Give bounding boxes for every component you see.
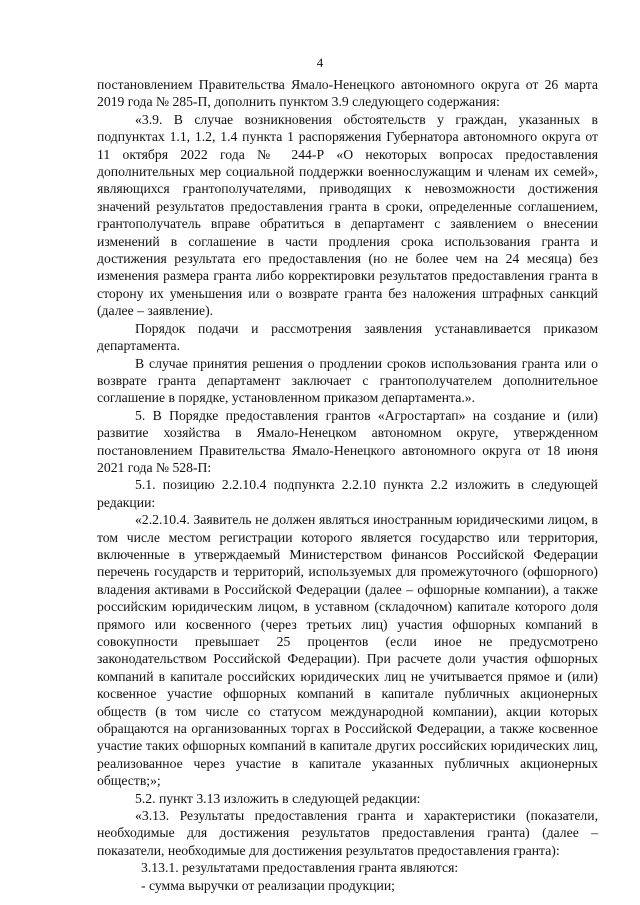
paragraph-item-5-2: 5.2. пункт 3.13 изложить в следующей редакции: xyxy=(135,790,421,806)
paragraph-item-3-13-1: 3.13.1. результатами предоставления гранта являются: xyxy=(141,860,459,876)
paragraph-item-3-13: «3.13. Результаты предоставления гранта и характеристики (показатели, необходимые для достижения результатов предоставления гранта) (далее – показатели, необходимые для достижения результатов предоставления гранта): xyxy=(97,808,598,858)
list-item-revenue: - сумма выручки от реализации продукции; xyxy=(141,877,395,893)
paragraph-resolution-continuation: постановлением Правительства Ямало-Ненецкого автономного округа от 26 марта 2019 года № 285-П, дополнить пунктом 3.9 следующего содержания: xyxy=(97,77,598,110)
page-number: 4 xyxy=(316,55,324,70)
paragraph-item-5: 5. В Порядке предоставления грантов «Агростартап» на создание и (или) развитие хозяйства в Ямало-Ненецком автономном округе, утвержденном постановлением Правительства Ямало-Ненецкого автономного округа от 18 июня 2021 года № 528-П: xyxy=(97,407,598,475)
paragraph-application-procedure: Порядок подачи и рассмотрения заявления устанавливается приказом департамента. xyxy=(97,320,598,354)
paragraph-item-3-9: «3.9. В случае возникновения обстоятельств у граждан, указанных в подпунктах 1.1, 1.2, 1.4 пункта 1 распоряжения Губернатора автономного округа от 11 октября 2022 года № 244-Р «О некоторых вопросах предоставления дополнительных мер социальной поддержки военнослужащим и членам их семей», являющихся грантополучателями, приводящих к невозможности достижения значений результатов предоставления гранта в сроки, определенные соглашением, грантополучатель вправе обратиться в департамент с заявлением о внесении изменений в соглашение в части продления срока использования гранта и достижения результата его предоставления (но не более чем на 24 месяца) без изменения размера гранта либо корректировки результатов предоставления гранта в сторону их уменьшения или о возврате гранта без наложения штрафных санкций (далее – заявление). xyxy=(97,111,598,319)
paragraph-extension-decision: В случае принятия решения о продлении сроков использования гранта или о возврате гранта департамент заключает с грантополучателем дополнительное соглашение в порядке, установленном приказом департамента.». xyxy=(97,355,598,406)
paragraph-item-2-2-10-4: «2.2.10.4. Заявитель не должен являться иностранным юридическими лицом, в том числе местом регистрации которого является государство или территория, включенные в утверждаемый Министерством финансов Российской Федерации перечень государств и территорий, используемых для промежуточного (офшорного) владения активами в Российской Федерации (далее – офшорные компании), а также российским юридическим лицом, в уставном (складочном) капитале которого доля прямого или косвенного (через третьих лиц) участия офшорных компаний в совокупности превышает 25 процентов (если иное не предусмотрено законодательством Российской Федерации). При расчете доли участия офшорных компаний в капитале российских юридических лиц не учитывается прямое и (или) косвенное участие офшорных компаний в капитале публичных акционерных обществ (в том числе со статусом международной компании), акции которых обращаются на организованных торгах в Российской Федерации, а также косвенное участие таких офшорных компаний в капитале других российских юридических лиц, реализованное через участие в капитале указанных публичных акционерных обществ;»; xyxy=(97,512,598,789)
paragraph-item-5-1: 5.1. позицию 2.2.10.4 подпункта 2.2.10 пункта 2.2 изложить в следующей редакции: xyxy=(97,477,598,510)
document-body xyxy=(97,76,598,894)
